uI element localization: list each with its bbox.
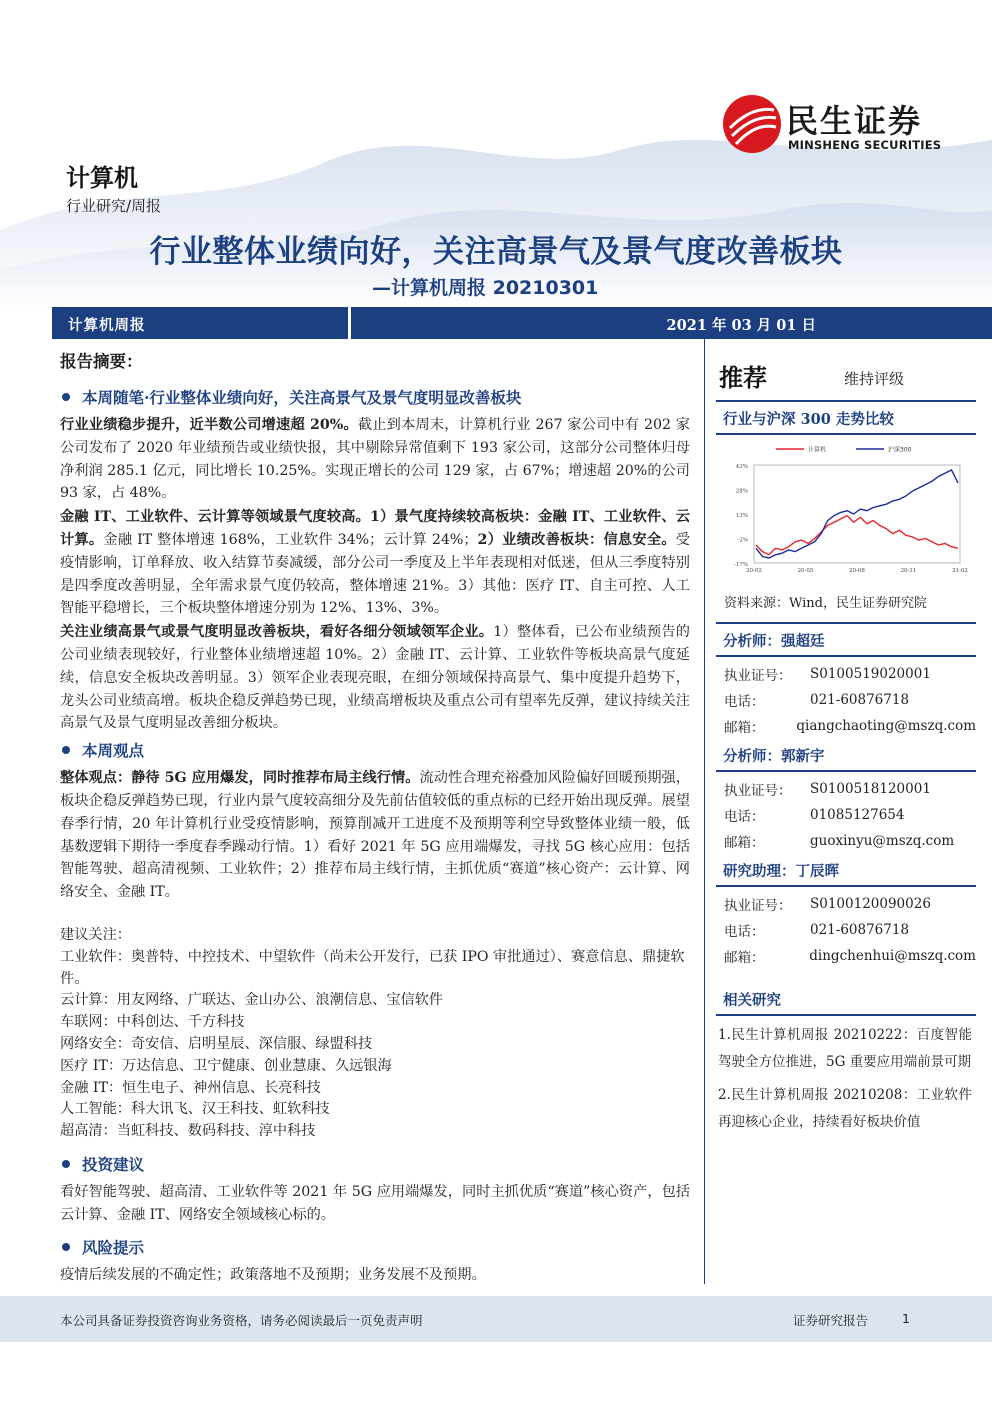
chart-heading: 行业与沪深 300 走势比较 xyxy=(716,402,976,435)
y-tick-label: 43% xyxy=(735,464,748,470)
paragraph-text: 受疫情影响，订单释放、收入结算节奏减缓，部分公司一季度及上半年表现相对低迷，但从三季度特别是四季度改善明显，全年需求景气度仍较高，整体增速 21%。3）其他：医疗 IT、自主可控、人工智能平稳增长，三个板块整体增速分别为 12%、13%、3%。 xyxy=(60,531,690,617)
field-value: 021-60876718 xyxy=(810,922,910,938)
paragraph-lead: 整体观点：静待 5G 应用爆发，同时推荐布局主线行情。 xyxy=(60,770,420,787)
bullet-icon xyxy=(62,1243,70,1251)
paragraph: 疫情后续发展的不确定性；政策落地不及预期；业务发展不及预期。 xyxy=(60,1266,486,1283)
sidebar xyxy=(716,350,976,1136)
footer-disclaimer: 本公司具备证券投资咨询业务资格，请务必阅读最后一页免责声明 xyxy=(60,1313,423,1328)
related-heading: 相关研究 xyxy=(716,983,976,1016)
field-label: 执业证号： xyxy=(724,898,792,914)
paragraph-text: 流动性合理充裕叠加风险偏好回暖预期强，板块企稳反弹趋势已现，行业内景气度较高细分及先前估值较低的重点标的已经开始出现反弹。展望春季行情，20 年计算机行业受疫情影响，预算削减开工进度不及预期等利空导致整体业绩一般，低基数逻辑下期待一季度春季躁动行情。1）看好 2021 年 5G 应用端爆发，寻找 5G 核心应用：包括智能驾驶、超高清视频、工业软件；2）推荐布局主线行情，主抓优质“赛道”核心资产：云计算、网络安全、金融 IT。 xyxy=(60,770,690,901)
title-bar xyxy=(52,307,992,339)
analyst-license xyxy=(716,776,976,802)
bullet-icon xyxy=(62,1160,70,1168)
rating-note: 维持评级 xyxy=(844,370,905,388)
report-type: 行业研究/周报 xyxy=(66,197,162,215)
field-label: 电话： xyxy=(724,694,765,710)
field-label: 执业证号： xyxy=(724,783,792,799)
paragraph-lead: 2）业绩改善板块：信息安全。 xyxy=(477,531,676,548)
company-logo xyxy=(722,94,972,158)
report-title: 行业整体业绩向好，关注高景气及景气度改善板块 xyxy=(149,234,843,270)
analyst-heading: 分析师：郭新宇 xyxy=(716,739,976,772)
paragraph xyxy=(60,414,690,505)
x-tick-label: 20-05 xyxy=(797,568,814,574)
analyst-heading: 分析师：强超廷 xyxy=(716,624,976,657)
recommend-intro: 建议关注： xyxy=(60,926,131,943)
column-divider xyxy=(704,339,705,1284)
recommend-item: 超高清：当虹科技、数码科技、淳中科技 xyxy=(60,1123,316,1140)
bullet-icon xyxy=(62,393,70,401)
series-line xyxy=(756,516,958,555)
paragraph xyxy=(60,767,690,904)
series-line xyxy=(756,470,958,558)
analyst-license xyxy=(716,661,976,687)
field-value: S0100120090026 xyxy=(810,896,931,912)
x-tick-label: 20-11 xyxy=(900,568,917,574)
recommend-item: 车联网：中科创达、千方科技 xyxy=(60,1014,245,1031)
field-label: 电话： xyxy=(724,809,765,825)
analyst-phone xyxy=(716,802,976,828)
chart-source: 资料来源：Wind，民生证券研究院 xyxy=(716,585,976,624)
assistant-email xyxy=(716,943,976,969)
x-tick-label: 20-08 xyxy=(849,568,865,574)
paragraph-lead: 金融 IT、工业软件、云计算等领域景气度较高。1）景气度持续较高板块：金融 IT、工业软件、云计算。 xyxy=(60,509,690,548)
section-risk-warning xyxy=(60,1236,690,1258)
paragraph: 看好智能驾驶、超高清、工业软件等 2021 年 5G 应用端爆发，同时主抓优质“赛道”核心资产，包括云计算、金融 IT、网络安全领域核心标的。 xyxy=(60,1183,690,1223)
field-value[interactable]: dingchenhui@mszq.com xyxy=(809,948,976,964)
analyst-email xyxy=(716,713,976,739)
section-title: 本周随笔·行业整体业绩向好，关注高景气及景气度明显改善板块 xyxy=(82,388,522,407)
legend-label: 计算机 xyxy=(808,446,827,454)
assistant-heading: 研究助理：丁辰晖 xyxy=(716,854,976,887)
y-tick-label: -17% xyxy=(733,562,748,568)
recommend-item: 人工智能：科大讯飞、汉王科技、虹软科技 xyxy=(60,1101,330,1118)
page-footer xyxy=(0,1296,992,1342)
section-title: 本周观点 xyxy=(82,741,145,761)
recommend-item: 云计算：用友网络、广联达、金山办公、浪潮信息、宝信软件 xyxy=(60,992,444,1009)
paragraph xyxy=(60,506,690,620)
field-label: 电话： xyxy=(724,924,765,940)
y-tick-label: -2% xyxy=(737,537,748,544)
analyst-email xyxy=(716,828,976,854)
page-number: 1 xyxy=(902,1311,910,1326)
x-tick-label: 21-02 xyxy=(952,568,968,574)
legend-label: 沪深300 xyxy=(888,446,912,454)
related-item[interactable]: 1.民生计算机周报 20210222：百度智能驾驶全方位推进，5G 重要应用端前景可期 xyxy=(718,1027,972,1070)
bullet-icon xyxy=(62,746,70,754)
logo-text-cn: 民生证券 xyxy=(786,102,923,140)
logo-text-en: MINSHENG SECURITIES xyxy=(788,138,942,152)
paragraph-text: 金融 IT 整体增速 168%，工业软件 34%；云计算 24%； xyxy=(103,531,478,548)
field-value[interactable]: guoxinyu@mszq.com xyxy=(810,833,955,849)
paragraph-lead: 关注业绩高景气或景气度明显改善板块，看好各细分领域领军企业。 xyxy=(60,624,494,641)
analyst-phone xyxy=(716,687,976,713)
abstract-label: 报告摘要： xyxy=(60,352,143,371)
field-value: S0100519020001 xyxy=(810,666,931,682)
logo-emblem-icon xyxy=(722,94,782,154)
bar-divider xyxy=(348,307,351,339)
section-investment-advice xyxy=(60,1153,690,1175)
y-tick-label: 28% xyxy=(735,488,748,495)
rating: 推荐 xyxy=(719,364,767,392)
field-label: 邮箱： xyxy=(724,835,765,851)
field-label: 邮箱： xyxy=(724,720,765,736)
field-label: 执业证号： xyxy=(724,668,792,684)
report-subtitle: —计算机周报 20210301 xyxy=(372,277,599,299)
section-weekly-view xyxy=(60,739,690,761)
paragraph xyxy=(60,621,690,735)
x-tick-label: 20-02 xyxy=(746,568,762,574)
assistant-phone xyxy=(716,917,976,943)
bar-report-name: 计算机周报 xyxy=(68,317,146,334)
trend-chart xyxy=(716,435,976,585)
main-content xyxy=(60,348,690,1287)
paragraph-text: 截止到本周末，计算机行业 267 家公司中有 202 家公司发布了 2020 年业绩预告或业绩快报，其中剔除异常值剩下 193 家公司，这部分公司整体归母净利润 285.1 亿元，同比增长 10.25%。实现正增长的公司 129 家，占 67%；增速超 20%的公司 93 家，占 48%。 xyxy=(60,417,690,502)
recommend-item: 工业软件：奥普特、中控技术、中望软件（尚未公开发行，已获 IPO 审批通过）、赛意信息、鼎捷软件。 xyxy=(60,948,685,987)
footer-label: 证券研究报告 xyxy=(793,1313,869,1328)
recommend-item: 网络安全：奇安信、启明星辰、深信服、绿盟科技 xyxy=(60,1035,373,1052)
rating-box xyxy=(716,350,976,402)
field-value: 01085127654 xyxy=(810,807,905,823)
report-date: 2021 年 03 月 01 日 xyxy=(666,317,816,334)
recommend-item: 金融 IT：恒生电子、神州信息、长亮科技 xyxy=(60,1079,321,1096)
section-title: 投资建议 xyxy=(82,1154,145,1174)
section-title: 风险提示 xyxy=(82,1237,145,1257)
sector-label: 计算机 xyxy=(66,164,138,192)
field-value: 021-60876718 xyxy=(810,692,910,708)
section-weekly-essay xyxy=(60,386,690,408)
field-label: 邮箱： xyxy=(724,950,765,966)
field-value[interactable]: qiangchaoting@mszq.com xyxy=(796,718,976,734)
related-item[interactable]: 2.民生计算机周报 20210208：工业软件再迎核心企业，持续看好板块价值 xyxy=(718,1087,972,1130)
assistant-license xyxy=(716,891,976,917)
recommend-item: 医疗 IT：万达信息、卫宁健康、创业慧康、久远银海 xyxy=(60,1057,392,1074)
paragraph-lead: 行业业绩稳步提升，近半数公司增速超 20%。 xyxy=(60,417,358,433)
field-value: S0100518120001 xyxy=(810,781,931,797)
paragraph-text: 1）整体看，已公布业绩预告的公司业绩表现较好，行业整体业绩增速超 10%。2）金融 IT、云计算、工业软件等板块高景气度延续，信息安全板块改善明显。3）领军企业表现亮眼，在细分领域保持高景气、集中度提升趋势下，龙头公司业绩高增。板块企稳反弹趋势已现，业绩高增板块及重点公司有望率先反弹，建议持续关注高景气及景气度明显改善细分板块。 xyxy=(60,624,690,732)
y-tick-label: 13% xyxy=(735,513,748,519)
